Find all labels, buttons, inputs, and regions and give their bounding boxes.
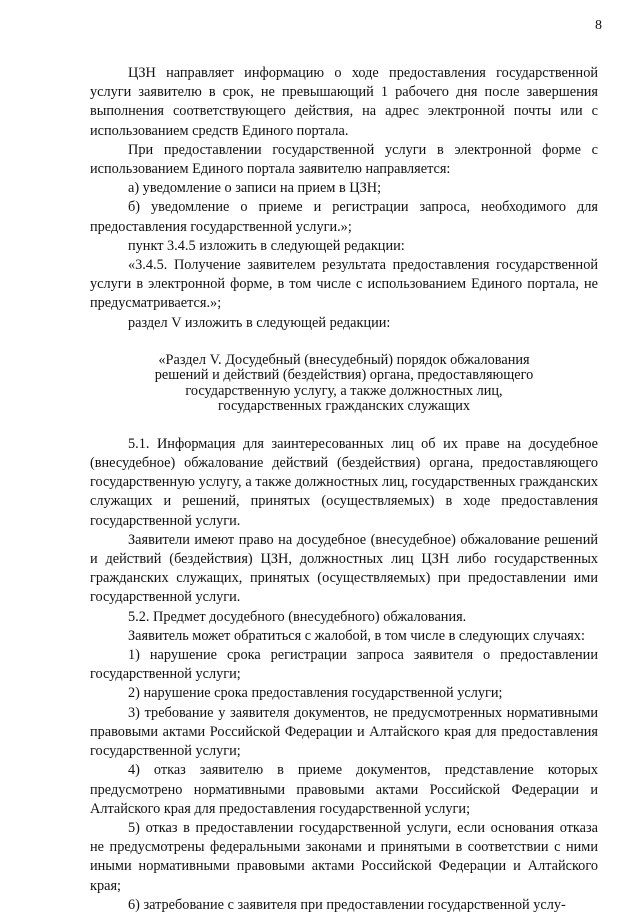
paragraph: пункт 3.4.5 изложить в следующей редакции: [128,237,405,254]
section-title-line: «Раздел V. Досудебный (внесудебный) порядок обжалования [158,351,530,368]
list-item: 4) отказ заявителю в приеме документов, представление которых предусмотрено нормативными правовыми актами Российской Федерации и Алтайского края для предоставления государственной услуги; [90,762,598,817]
section-title-line: государственных гражданских служащих [217,398,471,415]
list-item: 2) нарушение срока предоставления государственной услуги; [128,685,503,702]
list-item: 6) затребование с заявителя при предоставлении государственной услу- [128,896,566,913]
paragraph: «3.4.5. Получение заявителем результата предоставления государственной услуги в электронной форме, в том числе с использованием Единого портала, не предусматривается.»; [90,257,598,312]
list-item: 5) отказ в предоставлении государственной услуги, если основания отказа не предусмотрены федеральными законами и принятыми в соответствии с ними иными нормативными правовыми актами Российской Федерации и Алтайского края; [90,819,598,894]
paragraph: При предоставлении государственной услуги в электронной форме с использованием Единого портала заявителю направляется: [90,141,598,178]
paragraph: ЦЗН направляет информацию о ходе предоставления государственной услуги заявителю в срок, не превышающий 1 рабочего дня после завершения выполнения соответствующего действия, на адрес электронной почты или с использованием средств Единого портала. [90,65,598,139]
paragraph: Заявители имеют право на досудебное (внесудебное) обжалование решений и действий (бездействия) ЦЗН, должностных лиц ЦЗН либо государственных гражданских служащих, принятых (осуществляемых) при предоставлении ими государственной услуги. [90,531,598,606]
paragraph: а) уведомление о записи на прием в ЦЗН; [128,180,382,197]
paragraph: раздел V изложить в следующей редакции: [128,314,391,331]
paragraph: б) уведомление о приеме и регистрации запроса, необходимого для предоставления государственной услуги.»; [90,199,598,235]
paragraph: 5.1. Информация для заинтересованных лиц об их праве на досудебное (внесудебное) обжалование действий (бездействия) органа, предоставляющего государственную услугу, а также должностных лиц, государственных гражданских служащих и решений, принятых (осуществляемых) в ходе предоставления государственной услуги. [90,435,598,529]
list-item: 3) требование у заявителя документов, не предусмотренных нормативными правовыми актами Российской Федерации и Алтайского края для предоставления государственной услуги; [90,704,598,760]
section-title-line: государственную услугу, а также должностных лиц, [185,382,503,399]
section-title [90,353,598,415]
paragraph: 5.2. Предмет досудебного (внесудебного) обжалования. [128,608,467,625]
section-title-line: решений и действий (бездействия) органа, предоставляющего [154,367,534,384]
document-body [90,64,598,915]
page-number: 8 [595,18,602,33]
list-item: 1) нарушение срока регистрации запроса заявителя о предоставлении государственной услуги; [90,647,598,683]
paragraph: Заявитель может обратиться с жалобой, в том числе в следующих случаях: [128,627,585,644]
